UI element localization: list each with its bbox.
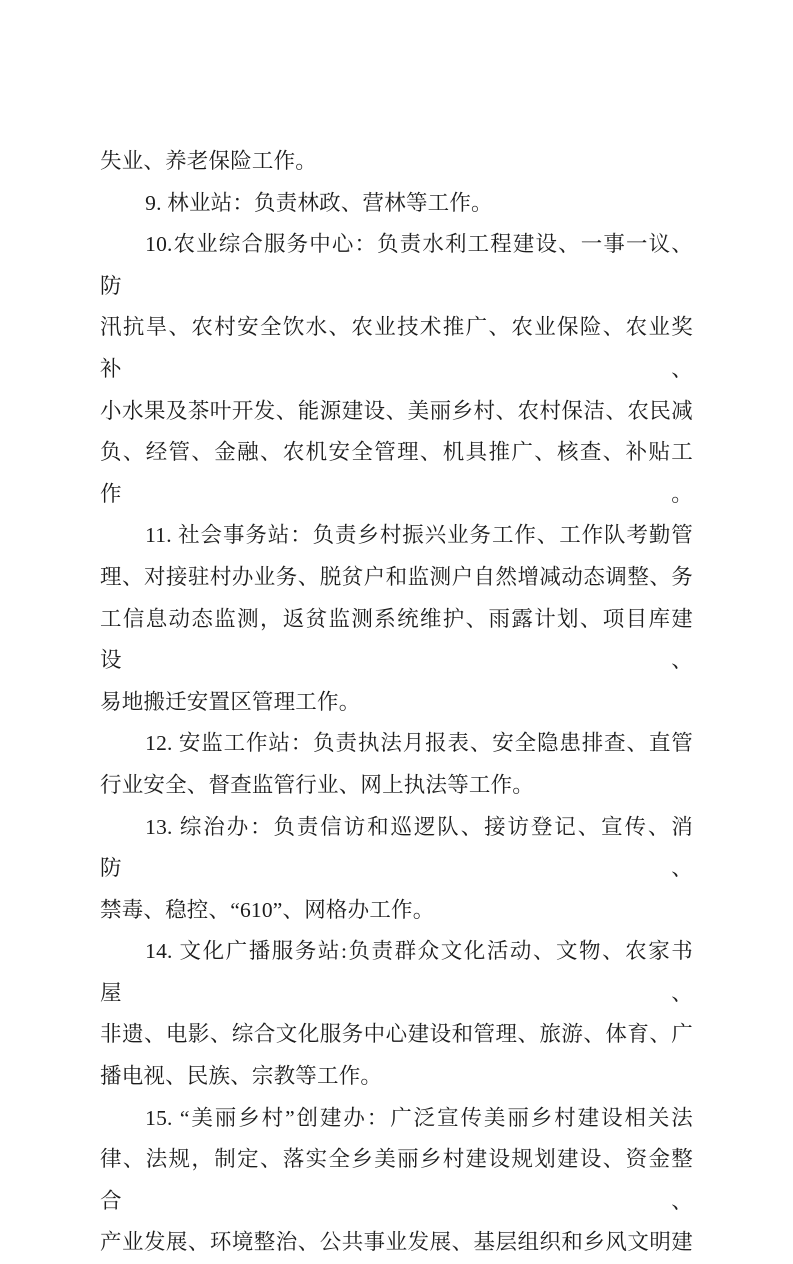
- text-line: 13. 综治办：负责信访和巡逻队、接访登记、宣传、消防、: [100, 814, 693, 881]
- text-line: 11. 社会事务站：负责乡村振兴业务工作、工作队考勤管: [145, 523, 693, 548]
- paragraph: [100, 515, 693, 723]
- paragraph: [100, 931, 693, 1097]
- text-line: 15. “美丽乡村”创建办：广泛宣传美丽乡村建设相关法: [145, 1105, 693, 1130]
- text-line: 行业安全、督查监管行业、网上执法等工作。: [100, 772, 535, 797]
- document-body: [100, 141, 693, 1264]
- text-line: 产业发展、环境整治、公共事业发展、基层组织和乡风文明建: [100, 1230, 693, 1255]
- text-line: 播电视、民族、宗教等工作。: [100, 1064, 383, 1089]
- text-line: 工信息动态监测，返贫监测系统维护、雨露计划、项目库建设、: [100, 606, 693, 673]
- text-line: 负、经管、金融、农机安全管理、机具推广、核查、补贴工作。: [100, 440, 693, 506]
- text-line: 失业、养老保险工作。: [100, 149, 318, 173]
- paragraph: [100, 1098, 693, 1264]
- paragraph: [100, 807, 693, 932]
- paragraph: [100, 723, 693, 806]
- text-line: 小水果及茶叶开发、能源建设、美丽乡村、农村保洁、农民减: [100, 398, 693, 423]
- paragraph: [100, 141, 693, 183]
- paragraph: [100, 183, 693, 225]
- paragraph: [100, 224, 693, 515]
- text-line: 非遗、电影、综合文化服务中心建设和管理、旅游、体育、广: [100, 1022, 693, 1047]
- text-line: 易地搬迁安置区管理工作。: [100, 689, 361, 714]
- text-line: 10.农业综合服务中心：负责水利工程建设、一事一议、防: [100, 232, 693, 298]
- text-line: 理、对接驻村办业务、脱贫户和监测户自然增减动态调整、务: [100, 564, 693, 589]
- text-line: 禁毒、稳控、“610”、网格办工作。: [100, 897, 435, 922]
- text-line: 律、法规，制定、落实全乡美丽乡村建设规划建设、资金整合、: [100, 1147, 693, 1213]
- text-line: 14. 文化广播服务站:负责群众文化活动、文物、农家书屋、: [100, 939, 693, 1005]
- text-line: 12. 安监工作站：负责执法月报表、安全隐患排查、直管: [145, 731, 693, 756]
- text-line: 9. 林业站：负责林政、营林等工作。: [145, 190, 493, 215]
- text-line: 汛抗旱、农村安全饮水、农业技术推广、农业保险、农业奖补、: [100, 315, 693, 381]
